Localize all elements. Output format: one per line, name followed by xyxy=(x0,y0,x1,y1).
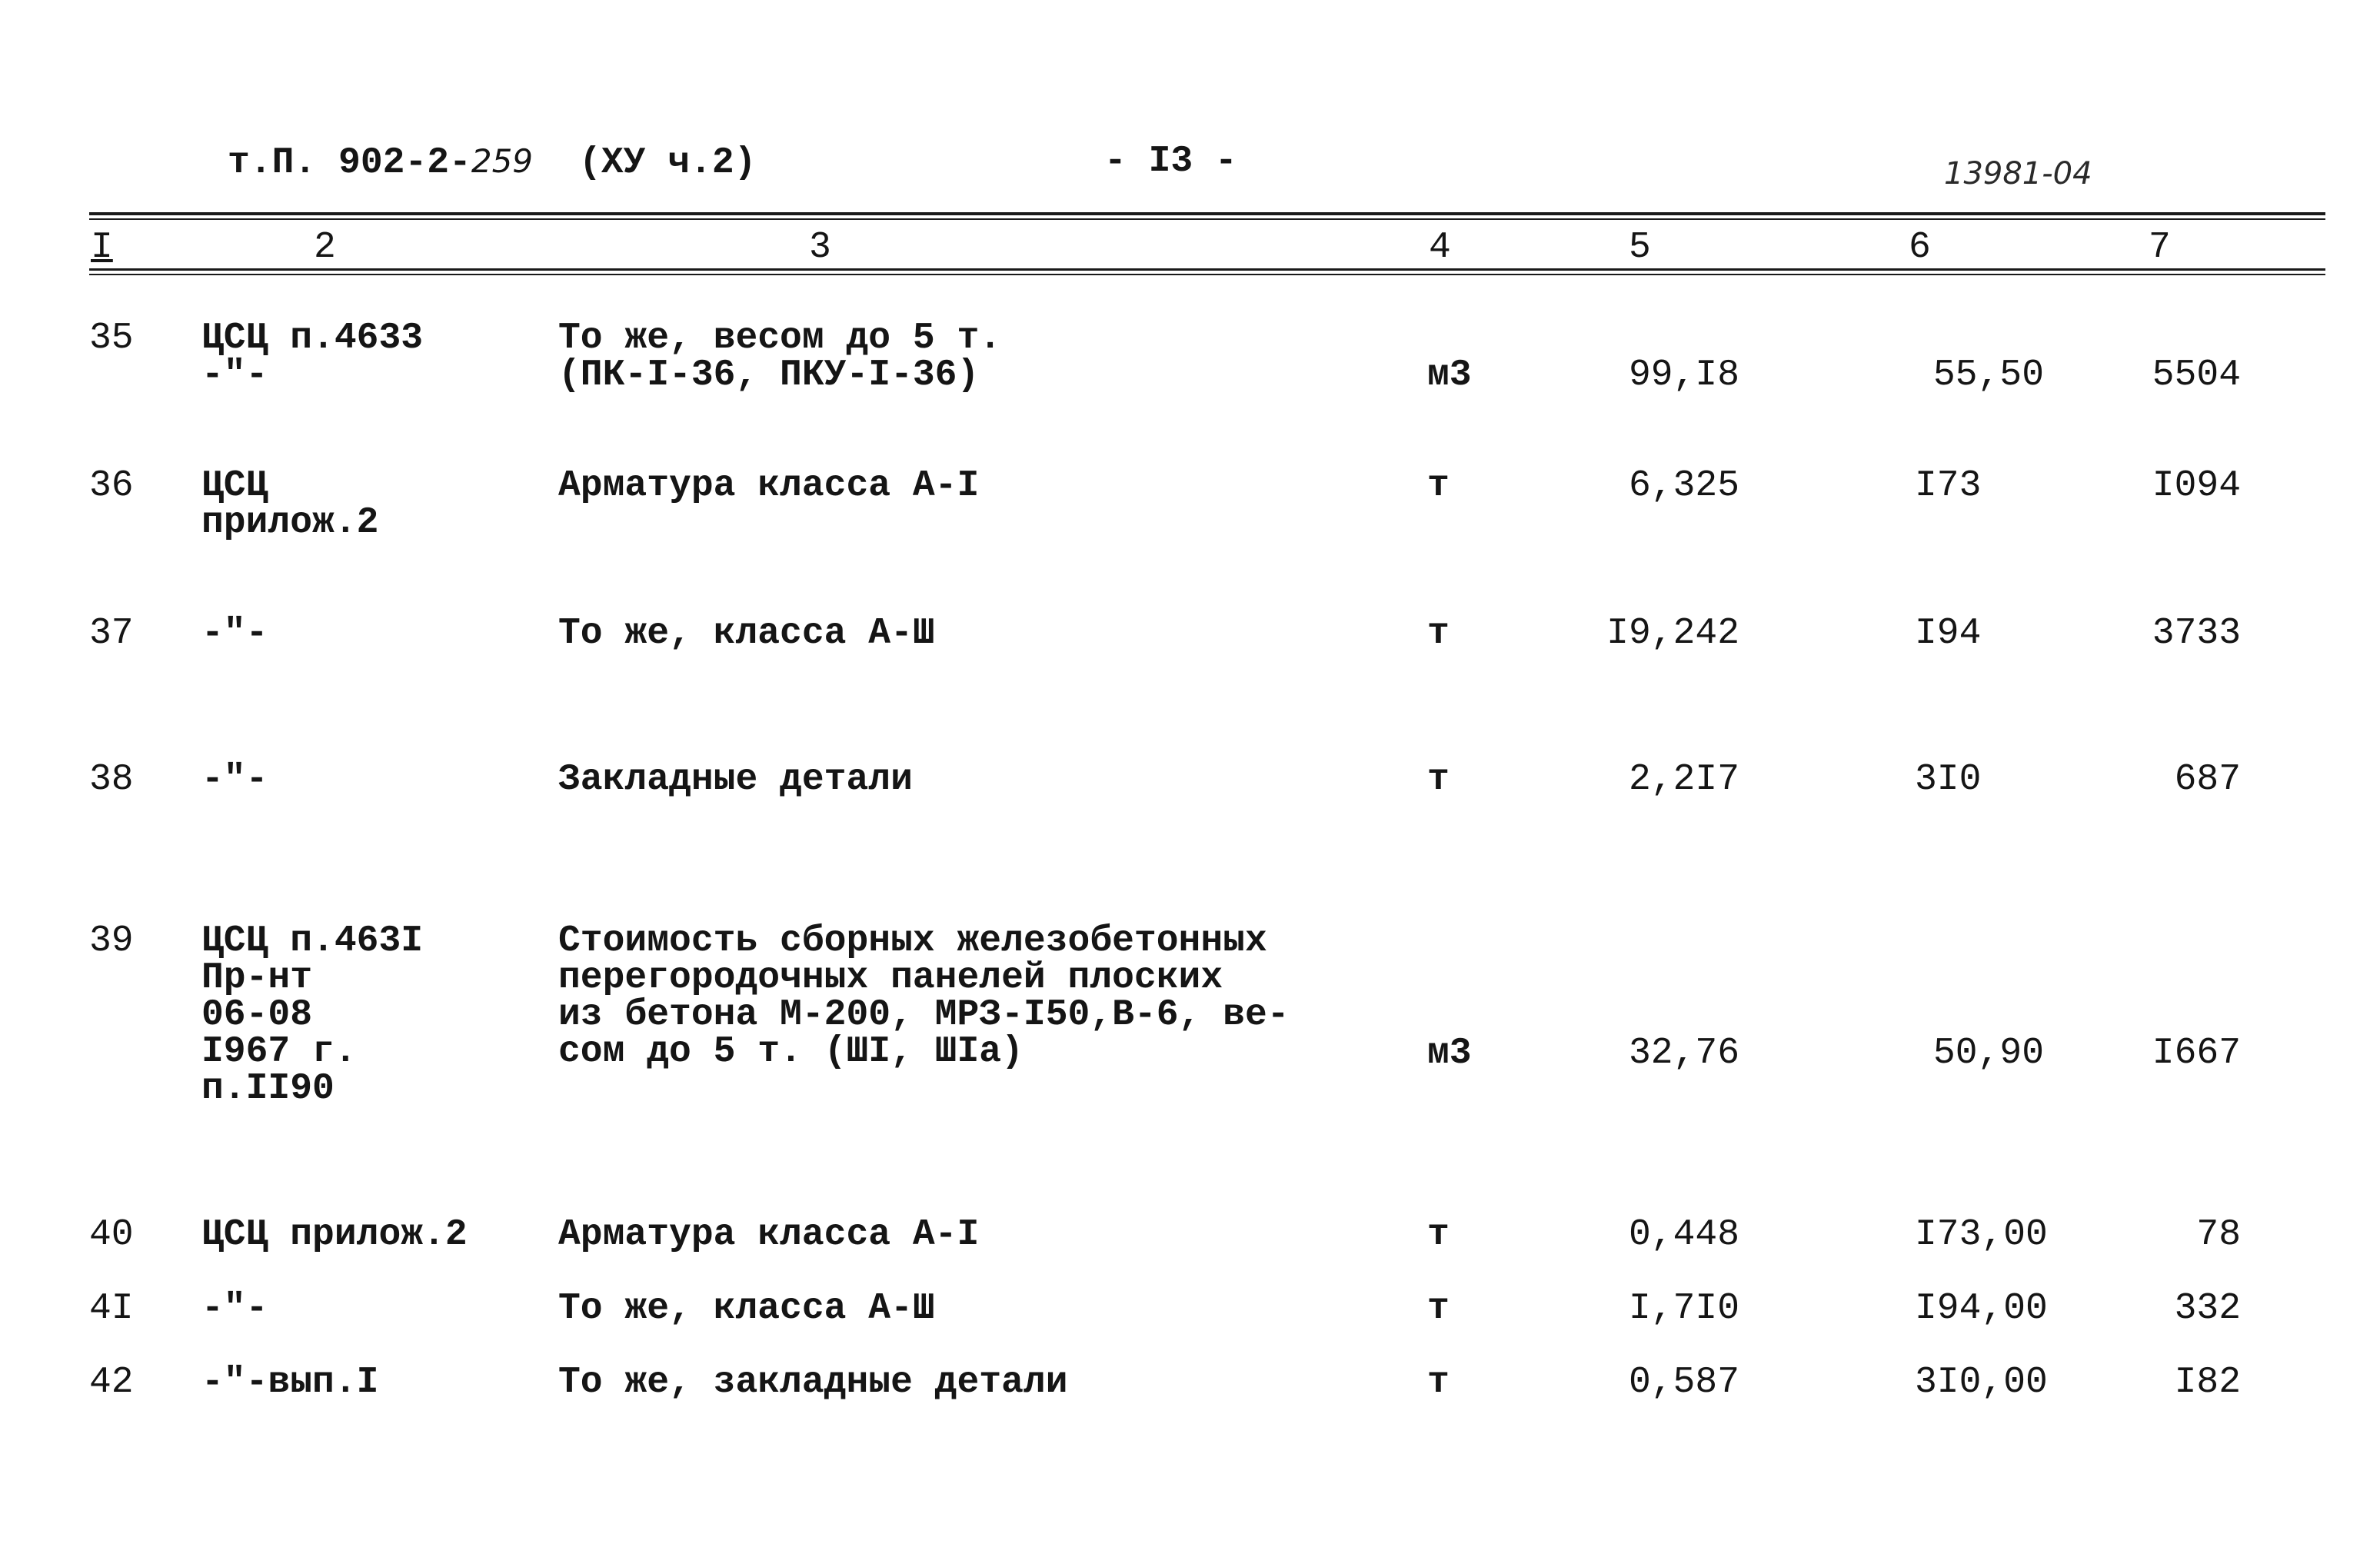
code-cell xyxy=(201,615,268,652)
row-number: 42 xyxy=(89,1362,134,1403)
name-line: Арматура класса А-I xyxy=(558,465,980,507)
code-cell xyxy=(201,761,268,798)
document-code xyxy=(228,142,757,184)
unit-cell: т xyxy=(1427,613,1450,654)
total-cell: 3733 xyxy=(2152,613,2241,654)
price-cell: 50,90 xyxy=(1933,1033,2045,1074)
code-line: -"- xyxy=(201,354,268,396)
code-line: ЦСЦ прилож.2 xyxy=(201,1214,468,1256)
column-header-1: I xyxy=(91,227,113,268)
table-row xyxy=(0,1362,2380,1403)
column-header-6: 6 xyxy=(1909,227,1931,268)
code-line: ЦСЦ xyxy=(201,465,268,507)
name-cell xyxy=(558,920,1290,1073)
table-row xyxy=(0,920,2380,1110)
row-number: 36 xyxy=(89,465,134,507)
total-cell: 687 xyxy=(2174,759,2241,800)
code-line: Пр-нт xyxy=(201,957,313,999)
code-cell xyxy=(201,465,379,544)
table-row xyxy=(0,613,2380,654)
price-cell: I94 xyxy=(1915,613,1982,654)
quantity-cell: 99,I8 xyxy=(1628,354,1739,396)
name-line: То же, класса А-Ш xyxy=(558,1288,935,1329)
unit-cell: т xyxy=(1427,759,1450,800)
name-line: (ПК-I-36, ПКУ-I-36) xyxy=(558,354,980,396)
unit-cell: м3 xyxy=(1427,1033,1472,1074)
table-row xyxy=(0,1288,2380,1329)
quantity-cell: 2,2I7 xyxy=(1628,759,1739,800)
unit-cell: т xyxy=(1427,1288,1450,1329)
code-line: п.II90 xyxy=(201,1068,335,1110)
unit-cell: т xyxy=(1427,1362,1450,1403)
code-cell xyxy=(201,1214,468,1256)
column-header-7: 7 xyxy=(2149,227,2171,268)
table-row xyxy=(0,759,2380,800)
row-number: 40 xyxy=(89,1214,134,1256)
code-cell xyxy=(201,920,424,1110)
document-code-prefix: т.П. 902-2- xyxy=(228,142,471,184)
name-cell xyxy=(558,320,1001,394)
code-line: -"- xyxy=(201,759,268,800)
name-line: Стоимость сборных железобетонных xyxy=(558,920,1267,962)
total-cell: 332 xyxy=(2174,1288,2241,1329)
code-line: -"- xyxy=(201,613,268,654)
unit-cell: т xyxy=(1427,465,1450,507)
quantity-cell: 32,76 xyxy=(1628,1033,1739,1074)
name-cell xyxy=(558,465,980,507)
column-header-4: 4 xyxy=(1429,227,1451,268)
price-cell: 55,50 xyxy=(1933,354,2045,396)
code-cell xyxy=(201,320,423,394)
name-line: из бетона М-200, МРЗ-I50,В-6, ве- xyxy=(558,994,1290,1036)
name-cell xyxy=(558,1290,935,1327)
name-cell xyxy=(558,615,935,652)
table-top-rule-secondary xyxy=(89,218,2325,220)
row-number: 4I xyxy=(89,1288,134,1329)
column-header-3: 3 xyxy=(809,227,831,268)
total-cell: I667 xyxy=(2152,1033,2241,1074)
unit-cell: т xyxy=(1427,1214,1450,1256)
price-cell: I73,00 xyxy=(1915,1214,2048,1256)
name-cell xyxy=(558,1364,1068,1401)
total-cell: 5504 xyxy=(2152,354,2241,396)
total-cell: I82 xyxy=(2174,1362,2241,1403)
name-line: Арматура класса А-I xyxy=(558,1214,980,1256)
table-top-rule xyxy=(89,212,2325,215)
document-part: (ХУ ч.2) xyxy=(579,142,757,184)
code-line: I967 г. xyxy=(201,1031,357,1073)
column-header-2: 2 xyxy=(314,227,336,268)
price-cell: I94,00 xyxy=(1915,1288,2048,1329)
code-cell xyxy=(201,1364,378,1401)
name-line: Закладные детали xyxy=(558,759,913,800)
name-line: сом до 5 т. (ШI, ШIа) xyxy=(558,1031,1024,1073)
name-line: То же, весом до 5 т. xyxy=(558,318,1002,359)
archive-number: 13981-04 xyxy=(1944,156,2092,191)
column-header-5: 5 xyxy=(1629,227,1651,268)
code-line: 06-08 xyxy=(201,994,313,1036)
quantity-cell: 0,448 xyxy=(1628,1214,1739,1256)
row-number: 39 xyxy=(89,920,134,962)
code-line: -"- xyxy=(201,1288,268,1329)
name-line: То же, класса А-Ш xyxy=(558,613,935,654)
code-line: ЦСЦ п.4633 xyxy=(201,318,424,359)
row-number: 38 xyxy=(89,759,134,800)
quantity-cell: 6,325 xyxy=(1628,465,1739,507)
table-row xyxy=(0,465,2380,544)
code-cell xyxy=(201,1290,268,1327)
row-number: 35 xyxy=(89,318,134,359)
price-cell: I73 xyxy=(1915,465,1982,507)
table-row xyxy=(0,318,2380,396)
quantity-cell: I9,242 xyxy=(1606,613,1739,654)
name-cell xyxy=(558,761,913,798)
name-cell xyxy=(558,1214,980,1256)
total-cell: 78 xyxy=(2196,1214,2241,1256)
unit-cell: м3 xyxy=(1427,354,1472,396)
code-line: прилож.2 xyxy=(201,502,379,544)
document-code-number: 259 xyxy=(471,142,534,180)
code-line: ЦСЦ п.463I xyxy=(201,920,424,962)
quantity-cell: I,7I0 xyxy=(1628,1288,1739,1329)
table-row xyxy=(0,1214,2380,1256)
price-cell: 3I0 xyxy=(1915,759,1982,800)
quantity-cell: 0,587 xyxy=(1628,1362,1739,1403)
total-cell: I094 xyxy=(2152,465,2241,507)
code-line: -"-вып.I xyxy=(201,1362,379,1403)
header-bottom-rule-secondary xyxy=(89,274,2325,275)
price-cell: 3I0,00 xyxy=(1915,1362,2048,1403)
page-number: - I3 - xyxy=(1104,141,1237,182)
name-line: перегородочных панелей плоских xyxy=(558,957,1223,999)
name-line: То же, закладные детали xyxy=(558,1362,1068,1403)
row-number: 37 xyxy=(89,613,134,654)
header-bottom-rule xyxy=(89,268,2325,271)
